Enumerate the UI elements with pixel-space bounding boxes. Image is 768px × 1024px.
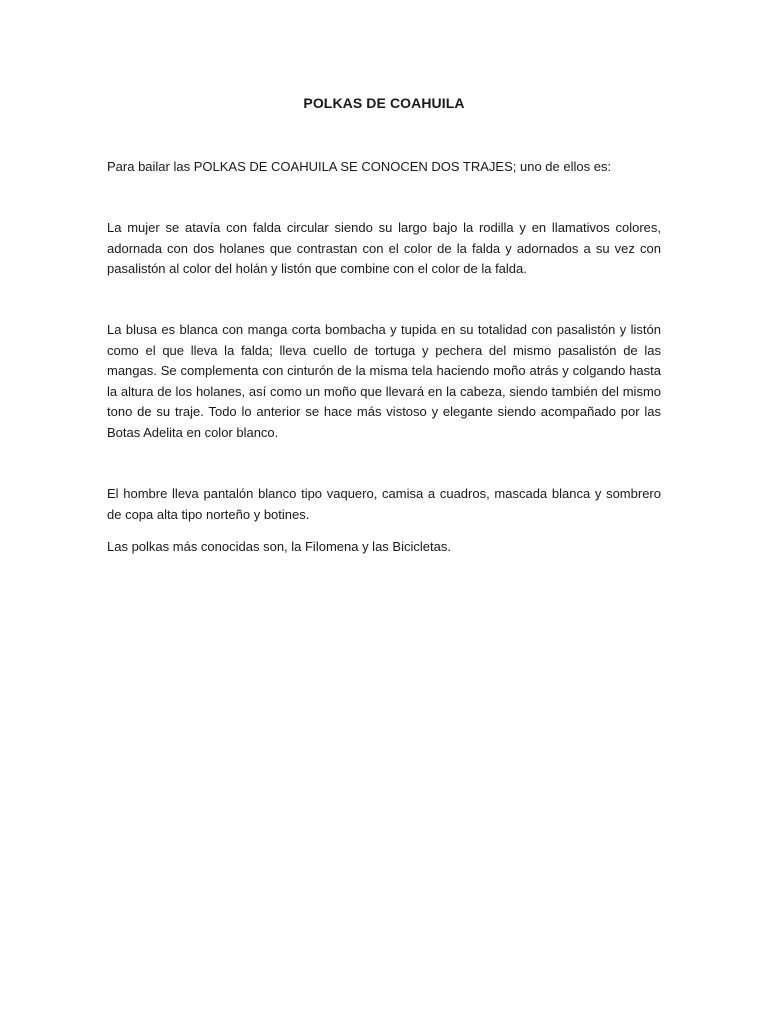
known-polkas-paragraph: Las polkas más conocidas son, la Filomena y las Bicicletas.: [107, 539, 451, 554]
intro-paragraph: Para bailar las POLKAS DE COAHUILA SE CONOCEN DOS TRAJES; uno de ellos es:: [107, 159, 612, 174]
man-costume-paragraph: El hombre lleva pantalón blanco tipo vaquero, camisa a cuadros, mascada blanca y sombrero de copa alta tipo norteño y botines.: [107, 486, 661, 522]
blouse-paragraph: La blusa es blanca con manga corta bombacha y tupida en su totalidad con pasalistón y listón como el que lleva la falda; lleva cuello de tortuga y pechera del mismo pasalistón de las mangas. Se complementa con cinturón de la misma tela haciendo moño atrás y colgando hasta la altura de los holanes, así como un moño que llevará en la cabeza, siendo también del mismo tono de su traje. Todo lo anterior se hace más vistoso y elegante siendo acompañado por las Botas Adelita en color blanco.: [107, 322, 661, 440]
document-title: POLKAS DE COAHUILA: [303, 95, 465, 111]
woman-costume-paragraph: La mujer se atavía con falda circular siendo su largo bajo la rodilla y en llamativos colores, adornada con dos holanes que contrastan con el color de la falda y adornados a su vez con pasalistón al color del holán y listón que combine con el color de la falda.: [107, 220, 661, 277]
